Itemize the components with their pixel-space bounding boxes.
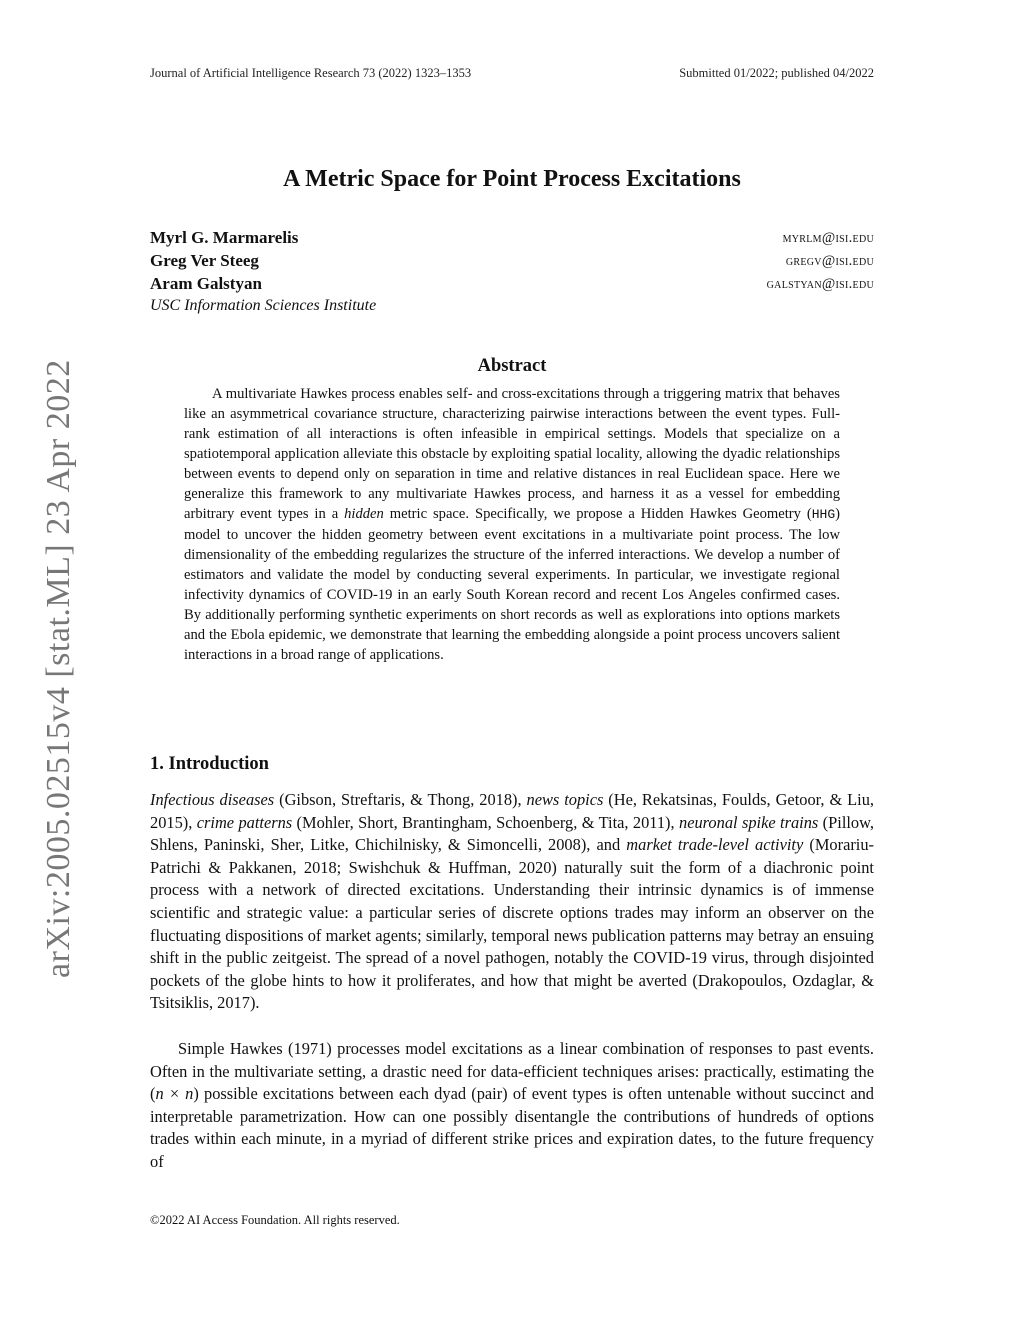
author-email[interactable]: galstyan@isi.edu: [766, 276, 874, 292]
topic-term: news topics: [526, 790, 604, 809]
abstract-text: metric space. Specifically, we propose a Hidden Hawkes Geometry (: [383, 506, 812, 522]
affiliation: USC Information Sciences Institute: [150, 297, 377, 314]
acronym: HHG: [811, 507, 836, 522]
author-email[interactable]: myrlm@isi.edu: [782, 230, 874, 246]
arxiv-stamp: arXiv:2005.02515v4 [stat.ML] 23 Apr 2022: [40, 359, 77, 978]
submission-dates: Submitted 01/2022; published 04/2022: [679, 66, 874, 80]
author-row: [150, 274, 874, 296]
citation: (Mohler, Short, Brantingham, Schoenberg, & Tita, 2011),: [292, 812, 679, 832]
abstract-text: A multivariate Hawkes process enables self- and cross-excitations through a triggering matrix that behaves like an asymmetrical covariance structure, characterizing pairwise interactions between the event types. Full-rank estimation of all interactions is often infeasible in empirical settings. Models that specialize on a spatiotemporal application alleviate this obstacle by exploiting spatial locality, allowing the dyadic relationships between events to depend only on separation in time and relative distances in real Euclidean space. Here we generalize this framework to any multivariate Hawkes process, and harness it as a vessel for embedding arbitrary event types in a: [184, 386, 840, 522]
journal-header: Journal of Artificial Intelligence Research 73 (2022) 1323–1353: [150, 66, 472, 80]
math-expression: n × n: [155, 1084, 194, 1104]
citation: (Gibson, Streftaris, & Thong, 2018),: [274, 790, 527, 809]
abstract-emphasis: hidden: [344, 506, 384, 522]
topic-term: neuronal spike trains: [679, 812, 819, 832]
author-name: Myrl G. Marmarelis: [150, 228, 299, 247]
citation: (Pillow, Shlens, Paninski, Sher, Litke, Chichilnisky, & Simoncelli, 2008), and: [150, 812, 874, 855]
author-row: [150, 251, 874, 273]
section-heading-introduction: 1. Introduction: [150, 754, 269, 774]
citation: (He, Rekatsinas, Foulds, Getoor, & Liu, 2015),: [150, 790, 874, 832]
topic-term: crime patterns: [196, 812, 293, 832]
copyright-footer: ©2022 AI Access Foundation. All rights reserved.: [150, 1213, 400, 1227]
paper-title: A Metric Space for Point Process Excitations: [283, 166, 741, 192]
paragraph-text: (Morariu-Patrichi & Pakkanen, 2018; Swishchuk & Huffman, 2020) naturally suit the form of a diachronic point process with a network of directed excitations. Understanding their intrinsic dynamics is of immense scientific and strategic value: a particular series of discrete options trades may inform an observer on the fluctuating dispositions of market agents; similarly, temporal news publication patterns may betray an ensuing shift in the public zeitgeist. The spread of a novel pathogen, notably the COVID-19 virus, through disjointed pockets of the globe hints to how it proliferates, and how that might be averted (Drakopoulos, Ozdaglar, & Tsitsiklis, 2017).: [150, 835, 875, 1013]
paragraph: [150, 789, 874, 1015]
paragraph-text: Simple Hawkes (1971) processes model excitations as a linear combination of responses to past events. Often in the multivariate setting, a drastic need for data-efficient techniques arises: practically, estimating the (: [150, 1039, 874, 1104]
author-name: Aram Galstyan: [150, 274, 262, 293]
abstract-body: [184, 384, 840, 665]
paragraph-text: ) possible excitations between each dyad (pair) of event types is often untenable without succinct and interpretable parametrization. How can one possibly disentangle the contributions of hundreds of options trades within each minute, in a myriad of different strike prices and expiration dates, to the future frequency of: [150, 1084, 875, 1171]
author-name: Greg Ver Steeg: [150, 251, 259, 270]
abstract-text: ) model to uncover the hidden geometry between event excitations in a multivariate point process. The low dimensionality of the embedding regularizes the structure of the inferred interactions. We develop a number of estimators and validate the model by conducting several experiments. In particular, we investigate regional infectivity dynamics of COVID-19 in an early South Korean record and recent Los Angeles confirmed cases. By additionally performing synthetic experiments on short records as well as explorations into options markets and the Ebola epidemic, we demonstrate that learning the embedding alongside a point process uncovers salient interactions in a broad range of applications.: [184, 506, 840, 663]
abstract-heading: Abstract: [477, 356, 547, 376]
author-email[interactable]: gregv@isi.edu: [785, 253, 874, 269]
topic-term: market trade-level activity: [626, 835, 804, 855]
author-row: [150, 228, 874, 250]
paragraph: [150, 1038, 874, 1174]
topic-term: Infectious diseases: [150, 790, 275, 809]
